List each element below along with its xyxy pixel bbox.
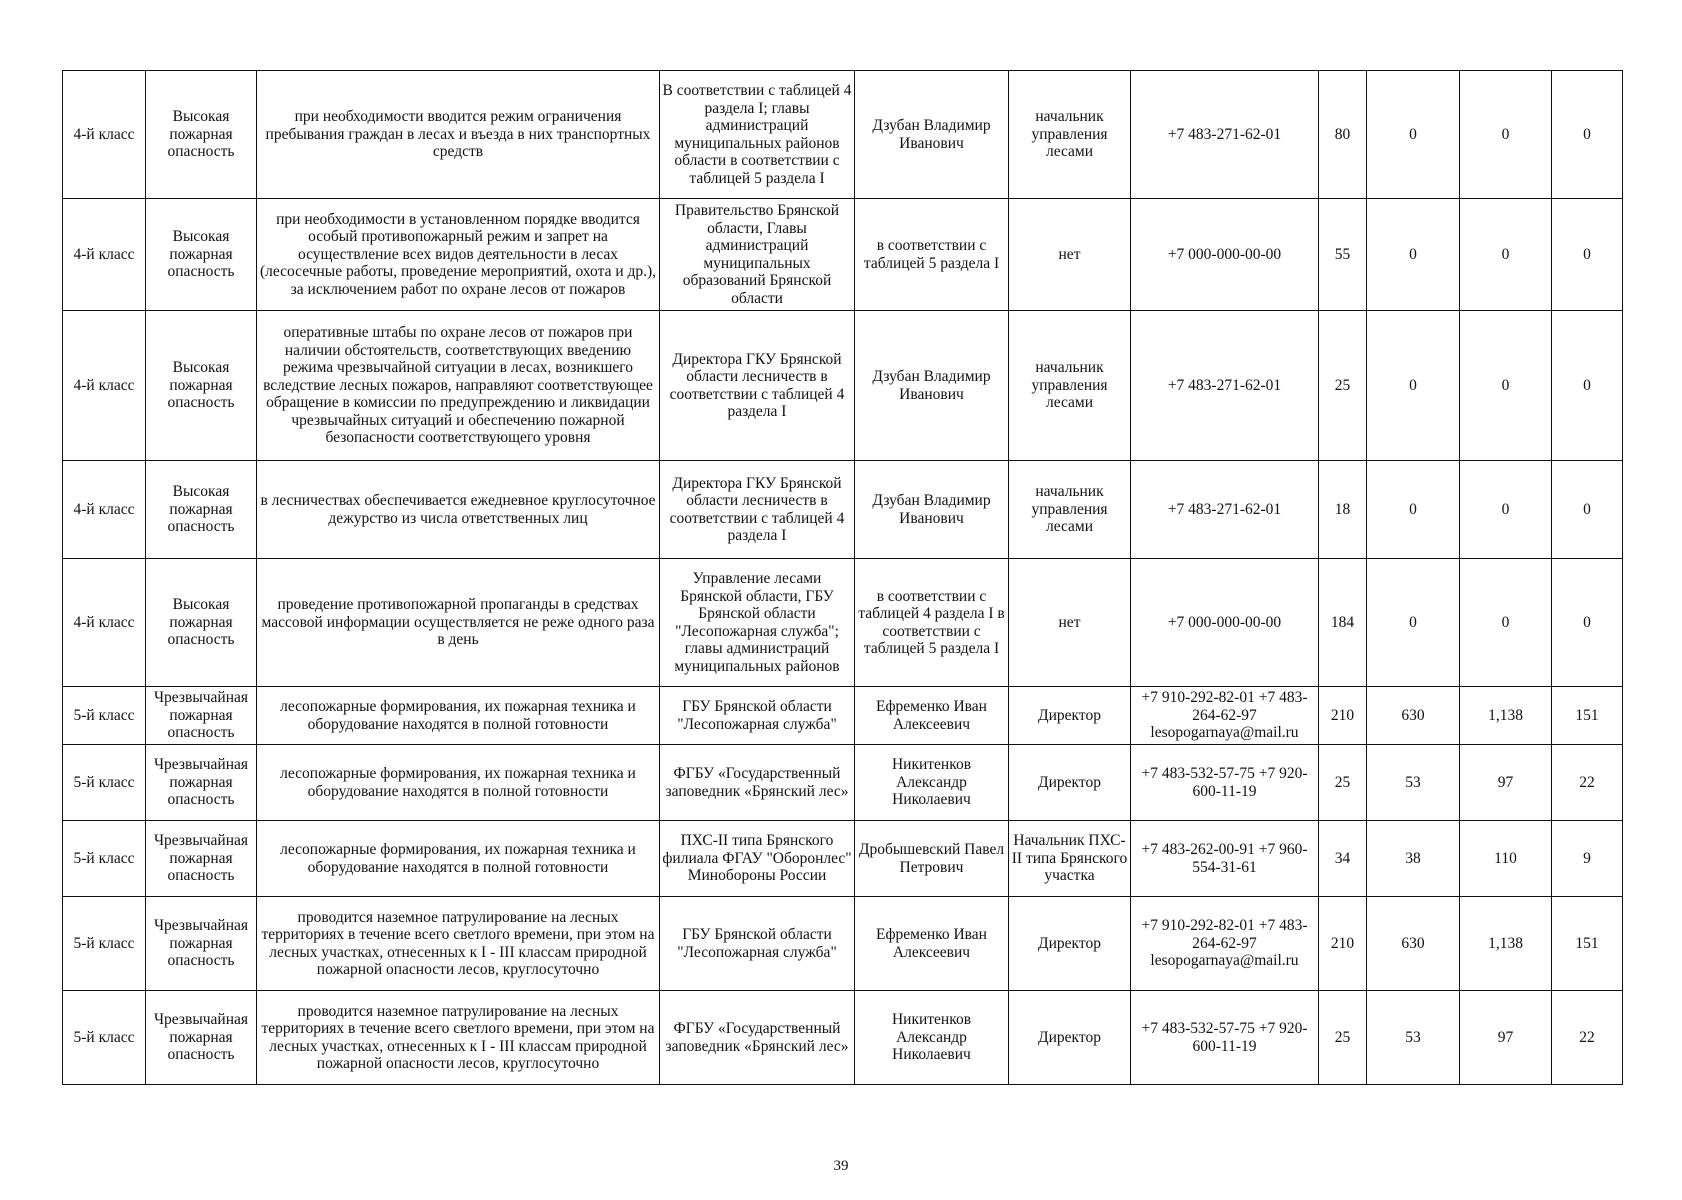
count-3-cell: 1,138 xyxy=(1460,897,1552,991)
table-row xyxy=(63,559,1623,687)
responsible-person-cell: Ефременко Иван Алексеевич xyxy=(855,687,1009,745)
action-cell: лесопожарные формирования, их пожарная техника и оборудование находятся в полной готовности xyxy=(257,745,660,821)
table-row xyxy=(63,821,1623,897)
responsible-person-cell: Дробышевский Павел Петрович xyxy=(855,821,1009,897)
count-2-cell: 38 xyxy=(1367,821,1460,897)
count-2-cell: 630 xyxy=(1367,897,1460,991)
position-cell: начальник управления лесами xyxy=(1009,71,1131,199)
contact-cell: +7 483-262-00-91 +7 960-554-31-61 xyxy=(1131,821,1319,897)
table-row xyxy=(63,745,1623,821)
position-cell: Начальник ПХС-II типа Брянского участка xyxy=(1009,821,1131,897)
responsible-org-cell: В соответствии с таблицей 4 раздела I; главы администраций муниципальных районов области в соответствии с таблицей 5 раздела I xyxy=(660,71,855,199)
responsible-person-cell: Никитенков Александр Николаевич xyxy=(855,745,1009,821)
responsible-org-cell: Правительство Брянской области, Главы администраций муниципальных образований Брянской области xyxy=(660,199,855,311)
position-cell: Директор xyxy=(1009,687,1131,745)
danger-level-cell: Чрезвычайная пожарная опасность xyxy=(146,745,257,821)
table-row xyxy=(63,199,1623,311)
page-number: 39 xyxy=(833,1158,849,1174)
action-cell: при необходимости вводится режим ограничения пребывания граждан в лесах и въезда в них транспортных средств xyxy=(257,71,660,199)
contact-cell: +7 910-292-82-01 +7 483-264-62-97 lesopogarnaya@mail.ru xyxy=(1131,897,1319,991)
responsible-org-cell: ГБУ Брянской области "Лесопожарная служба" xyxy=(660,897,855,991)
action-cell: проведение противопожарной пропаганды в средствах массовой информации осуществляется не реже одного раза в день xyxy=(257,559,660,687)
class-cell: 5-й класс xyxy=(63,991,146,1085)
count-4-cell: 22 xyxy=(1552,745,1623,821)
count-2-cell: 53 xyxy=(1367,991,1460,1085)
class-cell: 5-й класс xyxy=(63,745,146,821)
count-4-cell: 151 xyxy=(1552,897,1623,991)
count-4-cell: 22 xyxy=(1552,991,1623,1085)
count-1-cell: 210 xyxy=(1319,687,1367,745)
responsible-person-cell: в соответствии с таблицей 5 раздела I xyxy=(855,199,1009,311)
count-3-cell: 0 xyxy=(1460,311,1552,461)
responsible-org-cell: ФГБУ «Государственный заповедник «Брянский лес» xyxy=(660,991,855,1085)
count-1-cell: 25 xyxy=(1319,745,1367,821)
danger-level-cell: Чрезвычайная пожарная опасность xyxy=(146,991,257,1085)
responsible-org-cell: ПХС-II типа Брянского филиала ФГАУ "Оборонлес" Минобороны России xyxy=(660,821,855,897)
danger-level-cell: Высокая пожарная опасность xyxy=(146,199,257,311)
count-2-cell: 0 xyxy=(1367,461,1460,559)
class-cell: 4-й класс xyxy=(63,311,146,461)
count-2-cell: 53 xyxy=(1367,745,1460,821)
count-4-cell: 0 xyxy=(1552,559,1623,687)
responsible-person-cell: Никитенков Александр Николаевич xyxy=(855,991,1009,1085)
count-3-cell: 110 xyxy=(1460,821,1552,897)
count-2-cell: 0 xyxy=(1367,199,1460,311)
count-2-cell: 0 xyxy=(1367,71,1460,199)
contact-cell: +7 483-532-57-75 +7 920-600-11-19 xyxy=(1131,991,1319,1085)
class-cell: 4-й класс xyxy=(63,559,146,687)
class-cell: 5-й класс xyxy=(63,687,146,745)
responsible-org-cell: Директора ГКУ Брянской области лесничеств в соответствии с таблицей 4 раздела I xyxy=(660,311,855,461)
contact-cell: +7 483-532-57-75 +7 920-600-11-19 xyxy=(1131,745,1319,821)
count-1-cell: 25 xyxy=(1319,311,1367,461)
position-cell: Директор xyxy=(1009,991,1131,1085)
count-4-cell: 151 xyxy=(1552,687,1623,745)
responsible-person-cell: Дзубан Владимир Иванович xyxy=(855,311,1009,461)
count-1-cell: 80 xyxy=(1319,71,1367,199)
position-cell: нет xyxy=(1009,559,1131,687)
action-cell: лесопожарные формирования, их пожарная техника и оборудование находятся в полной готовности xyxy=(257,821,660,897)
fire-danger-table xyxy=(62,70,1623,1085)
contact-cell: +7 483-271-62-01 xyxy=(1131,311,1319,461)
table-row xyxy=(63,461,1623,559)
count-2-cell: 0 xyxy=(1367,559,1460,687)
count-1-cell: 18 xyxy=(1319,461,1367,559)
action-cell: проводится наземное патрулирование на лесных территориях в течение всего светлого времени, при этом на лесных участках, отнесенных к I - III классам природной пожарной опасности лесов, круглосуточно xyxy=(257,897,660,991)
count-3-cell: 0 xyxy=(1460,71,1552,199)
responsible-org-cell: ФГБУ «Государственный заповедник «Брянский лес» xyxy=(660,745,855,821)
contact-cell: +7 483-271-62-01 xyxy=(1131,71,1319,199)
count-4-cell: 0 xyxy=(1552,311,1623,461)
position-cell: Директор xyxy=(1009,897,1131,991)
danger-level-cell: Чрезвычайная пожарная опасность xyxy=(146,687,257,745)
action-cell: лесопожарные формирования, их пожарная техника и оборудование находятся в полной готовности xyxy=(257,687,660,745)
action-cell: в лесничествах обеспечивается ежедневное круглосуточное дежурство из числа ответственных лиц xyxy=(257,461,660,559)
count-3-cell: 97 xyxy=(1460,991,1552,1085)
count-3-cell: 0 xyxy=(1460,199,1552,311)
class-cell: 5-й класс xyxy=(63,897,146,991)
position-cell: нет xyxy=(1009,199,1131,311)
responsible-org-cell: Управление лесами Брянской области, ГБУ Брянской области "Лесопожарная служба"; главы администраций муниципальных районов xyxy=(660,559,855,687)
count-1-cell: 184 xyxy=(1319,559,1367,687)
responsible-person-cell: в соответствии с таблицей 4 раздела I в соответствии с таблицей 5 раздела I xyxy=(855,559,1009,687)
contact-cell: +7 000-000-00-00 xyxy=(1131,559,1319,687)
count-2-cell: 630 xyxy=(1367,687,1460,745)
danger-level-cell: Высокая пожарная опасность xyxy=(146,71,257,199)
responsible-org-cell: ГБУ Брянской области "Лесопожарная служба" xyxy=(660,687,855,745)
table-body xyxy=(63,71,1623,1085)
position-cell: начальник управления лесами xyxy=(1009,311,1131,461)
responsible-person-cell: Дзубан Владимир Иванович xyxy=(855,71,1009,199)
count-3-cell: 0 xyxy=(1460,559,1552,687)
count-4-cell: 0 xyxy=(1552,71,1623,199)
class-cell: 4-й класс xyxy=(63,71,146,199)
table-row xyxy=(63,687,1623,745)
position-cell: начальник управления лесами xyxy=(1009,461,1131,559)
table-row xyxy=(63,311,1623,461)
danger-level-cell: Высокая пожарная опасность xyxy=(146,311,257,461)
contact-cell: +7 483-271-62-01 xyxy=(1131,461,1319,559)
table-row xyxy=(63,71,1623,199)
count-1-cell: 25 xyxy=(1319,991,1367,1085)
contact-cell: +7 910-292-82-01 +7 483-264-62-97 lesopogarnaya@mail.ru xyxy=(1131,687,1319,745)
count-2-cell: 0 xyxy=(1367,311,1460,461)
count-1-cell: 210 xyxy=(1319,897,1367,991)
danger-level-cell: Чрезвычайная пожарная опасность xyxy=(146,897,257,991)
count-3-cell: 0 xyxy=(1460,461,1552,559)
action-cell: при необходимости в установленном порядке вводится особый противопожарный режим и запрет на осуществление всех видов деятельности в лесах (лесосечные работы, проведение мероприятий, охота и др.), за исключением работ по охране лесов от пожаров xyxy=(257,199,660,311)
danger-level-cell: Чрезвычайная пожарная опасность xyxy=(146,821,257,897)
responsible-org-cell: Директора ГКУ Брянской области лесничеств в соответствии с таблицей 4 раздела I xyxy=(660,461,855,559)
class-cell: 4-й класс xyxy=(63,199,146,311)
count-4-cell: 0 xyxy=(1552,199,1623,311)
class-cell: 4-й класс xyxy=(63,461,146,559)
count-3-cell: 1,138 xyxy=(1460,687,1552,745)
action-cell: проводится наземное патрулирование на лесных территориях в течение всего светлого времени, при этом на лесных участках, отнесенных к I - III классам природной пожарной опасности лесов, круглосуточно xyxy=(257,991,660,1085)
danger-level-cell: Высокая пожарная опасность xyxy=(146,461,257,559)
danger-level-cell: Высокая пожарная опасность xyxy=(146,559,257,687)
table-row xyxy=(63,897,1623,991)
action-cell: оперативные штабы по охране лесов от пожаров при наличии обстоятельств, соответствующих введению режима чрезвычайной ситуации в лесах, возникшего вследствие лесных пожаров, направляют соответствующее обращение в комиссии по предупреждению и ликвидации чрезвычайных ситуаций и обеспечению пожарной безопасности соответствующего уровня xyxy=(257,311,660,461)
position-cell: Директор xyxy=(1009,745,1131,821)
count-3-cell: 97 xyxy=(1460,745,1552,821)
count-1-cell: 55 xyxy=(1319,199,1367,311)
table-row xyxy=(63,991,1623,1085)
count-1-cell: 34 xyxy=(1319,821,1367,897)
count-4-cell: 9 xyxy=(1552,821,1623,897)
responsible-person-cell: Дзубан Владимир Иванович xyxy=(855,461,1009,559)
class-cell: 5-й класс xyxy=(63,821,146,897)
contact-cell: +7 000-000-00-00 xyxy=(1131,199,1319,311)
count-4-cell: 0 xyxy=(1552,461,1623,559)
responsible-person-cell: Ефременко Иван Алексеевич xyxy=(855,897,1009,991)
